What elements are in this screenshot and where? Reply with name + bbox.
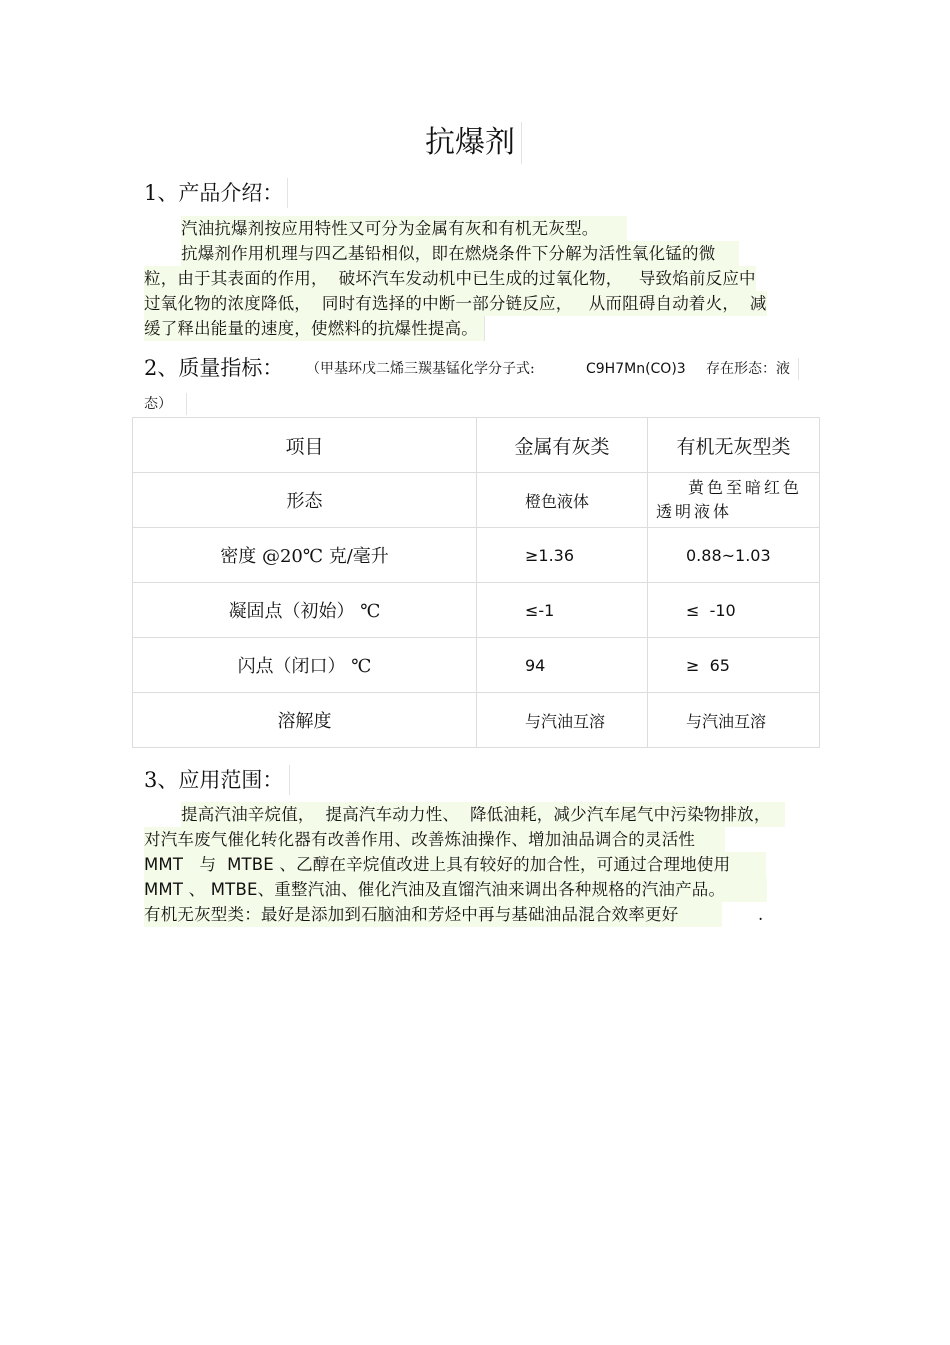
table-cell-item: 溶解度 — [133, 693, 477, 748]
table-header: 金属有灰类 — [477, 418, 648, 473]
intro-line-3: 粒，由于其表面的作用， 破坏汽车发动机中已生成的过氧化物， 导致焰前反应中 — [144, 266, 756, 291]
intro-line-2: 抗爆剂作用机理与四乙基铅相似，即在燃烧条件下分解为活性氧化锰的微 — [181, 241, 739, 266]
table-row — [133, 473, 820, 528]
intro-line-4: 过氧化物的浓度降低， 同时有选择的中断一部分链反应， 从而阻碍自动着火， 减 — [144, 291, 767, 316]
application-line-4: MMT 、 MTBE、重整汽油、催化汽油及直馏汽油来调出各种规格的汽油产品。 — [144, 877, 767, 902]
table-header: 项目 — [133, 418, 477, 473]
table-cell-metal: ≤-1 — [477, 583, 648, 638]
state-note: 存在形态：液 — [706, 358, 799, 380]
intro-line-1: 汽油抗爆剂按应用特性又可分为金属有灰和有机无灰型。 — [181, 216, 627, 241]
table-row — [133, 693, 820, 748]
table-cell-item: 闪点（闭口） ℃ — [133, 638, 477, 693]
page-title: 抗爆剂 — [423, 122, 522, 164]
table-cell-item: 凝固点（初始） ℃ — [133, 583, 477, 638]
table-cell-metal: 94 — [477, 638, 648, 693]
table-row — [133, 583, 820, 638]
table-cell-organic-text: 黄色至暗红色透明液体 — [656, 478, 803, 521]
application-line-1: 提高汽油辛烷值， 提高汽车动力性、 降低油耗，减少汽车尾气中污染物排放， — [181, 802, 785, 827]
section-heading-intro: 1、产品介绍： — [144, 178, 288, 208]
table-cell-item: 密度 @20℃ 克/毫升 — [133, 528, 477, 583]
intro-line-5: 缓了释出能量的速度，使燃料的抗爆性提高。 — [144, 316, 485, 341]
application-line-2: 对汽车废气催化转化器有改善作用、改善炼油操作、增加油品调合的灵活性 — [144, 827, 725, 852]
table-cell-metal: 橙色液体 — [477, 473, 648, 528]
table-cell-organic: ≤ -10 — [648, 583, 820, 638]
table-cell-metal: 与汽油互溶 — [477, 693, 648, 748]
table-header: 有机无灰型类 — [648, 418, 820, 473]
application-line-end: . — [758, 905, 764, 924]
quality-table — [132, 417, 820, 748]
table-row — [133, 528, 820, 583]
state-note-end: 态） — [144, 393, 187, 415]
application-line-3: MMT 与 MTBE 、乙醇在辛烷值改进上具有较好的加合性，可通过合理地使用 — [144, 852, 766, 877]
table-cell-organic: ≥ 65 — [648, 638, 820, 693]
table-row — [133, 638, 820, 693]
section-heading-quality: 2、质量指标： — [144, 356, 284, 380]
application-line-5: 有机无灰型类：最好是添加到石脑油和芳烃中再与基础油品混合效率更好 — [144, 902, 722, 927]
formula-note: （甲基环戊二烯三羰基锰化学分子式: — [306, 361, 535, 377]
table-header-row — [133, 418, 820, 473]
section-heading-application: 3、应用范围： — [144, 765, 290, 795]
table-cell-organic: 0.88~1.03 — [648, 528, 820, 583]
table-cell-organic — [648, 473, 820, 528]
chemical-formula: C9H7Mn(CO)3 — [586, 361, 686, 377]
table-cell-item: 形态 — [133, 473, 477, 528]
table-cell-organic: 与汽油互溶 — [648, 693, 820, 748]
table-cell-metal: ≥1.36 — [477, 528, 648, 583]
